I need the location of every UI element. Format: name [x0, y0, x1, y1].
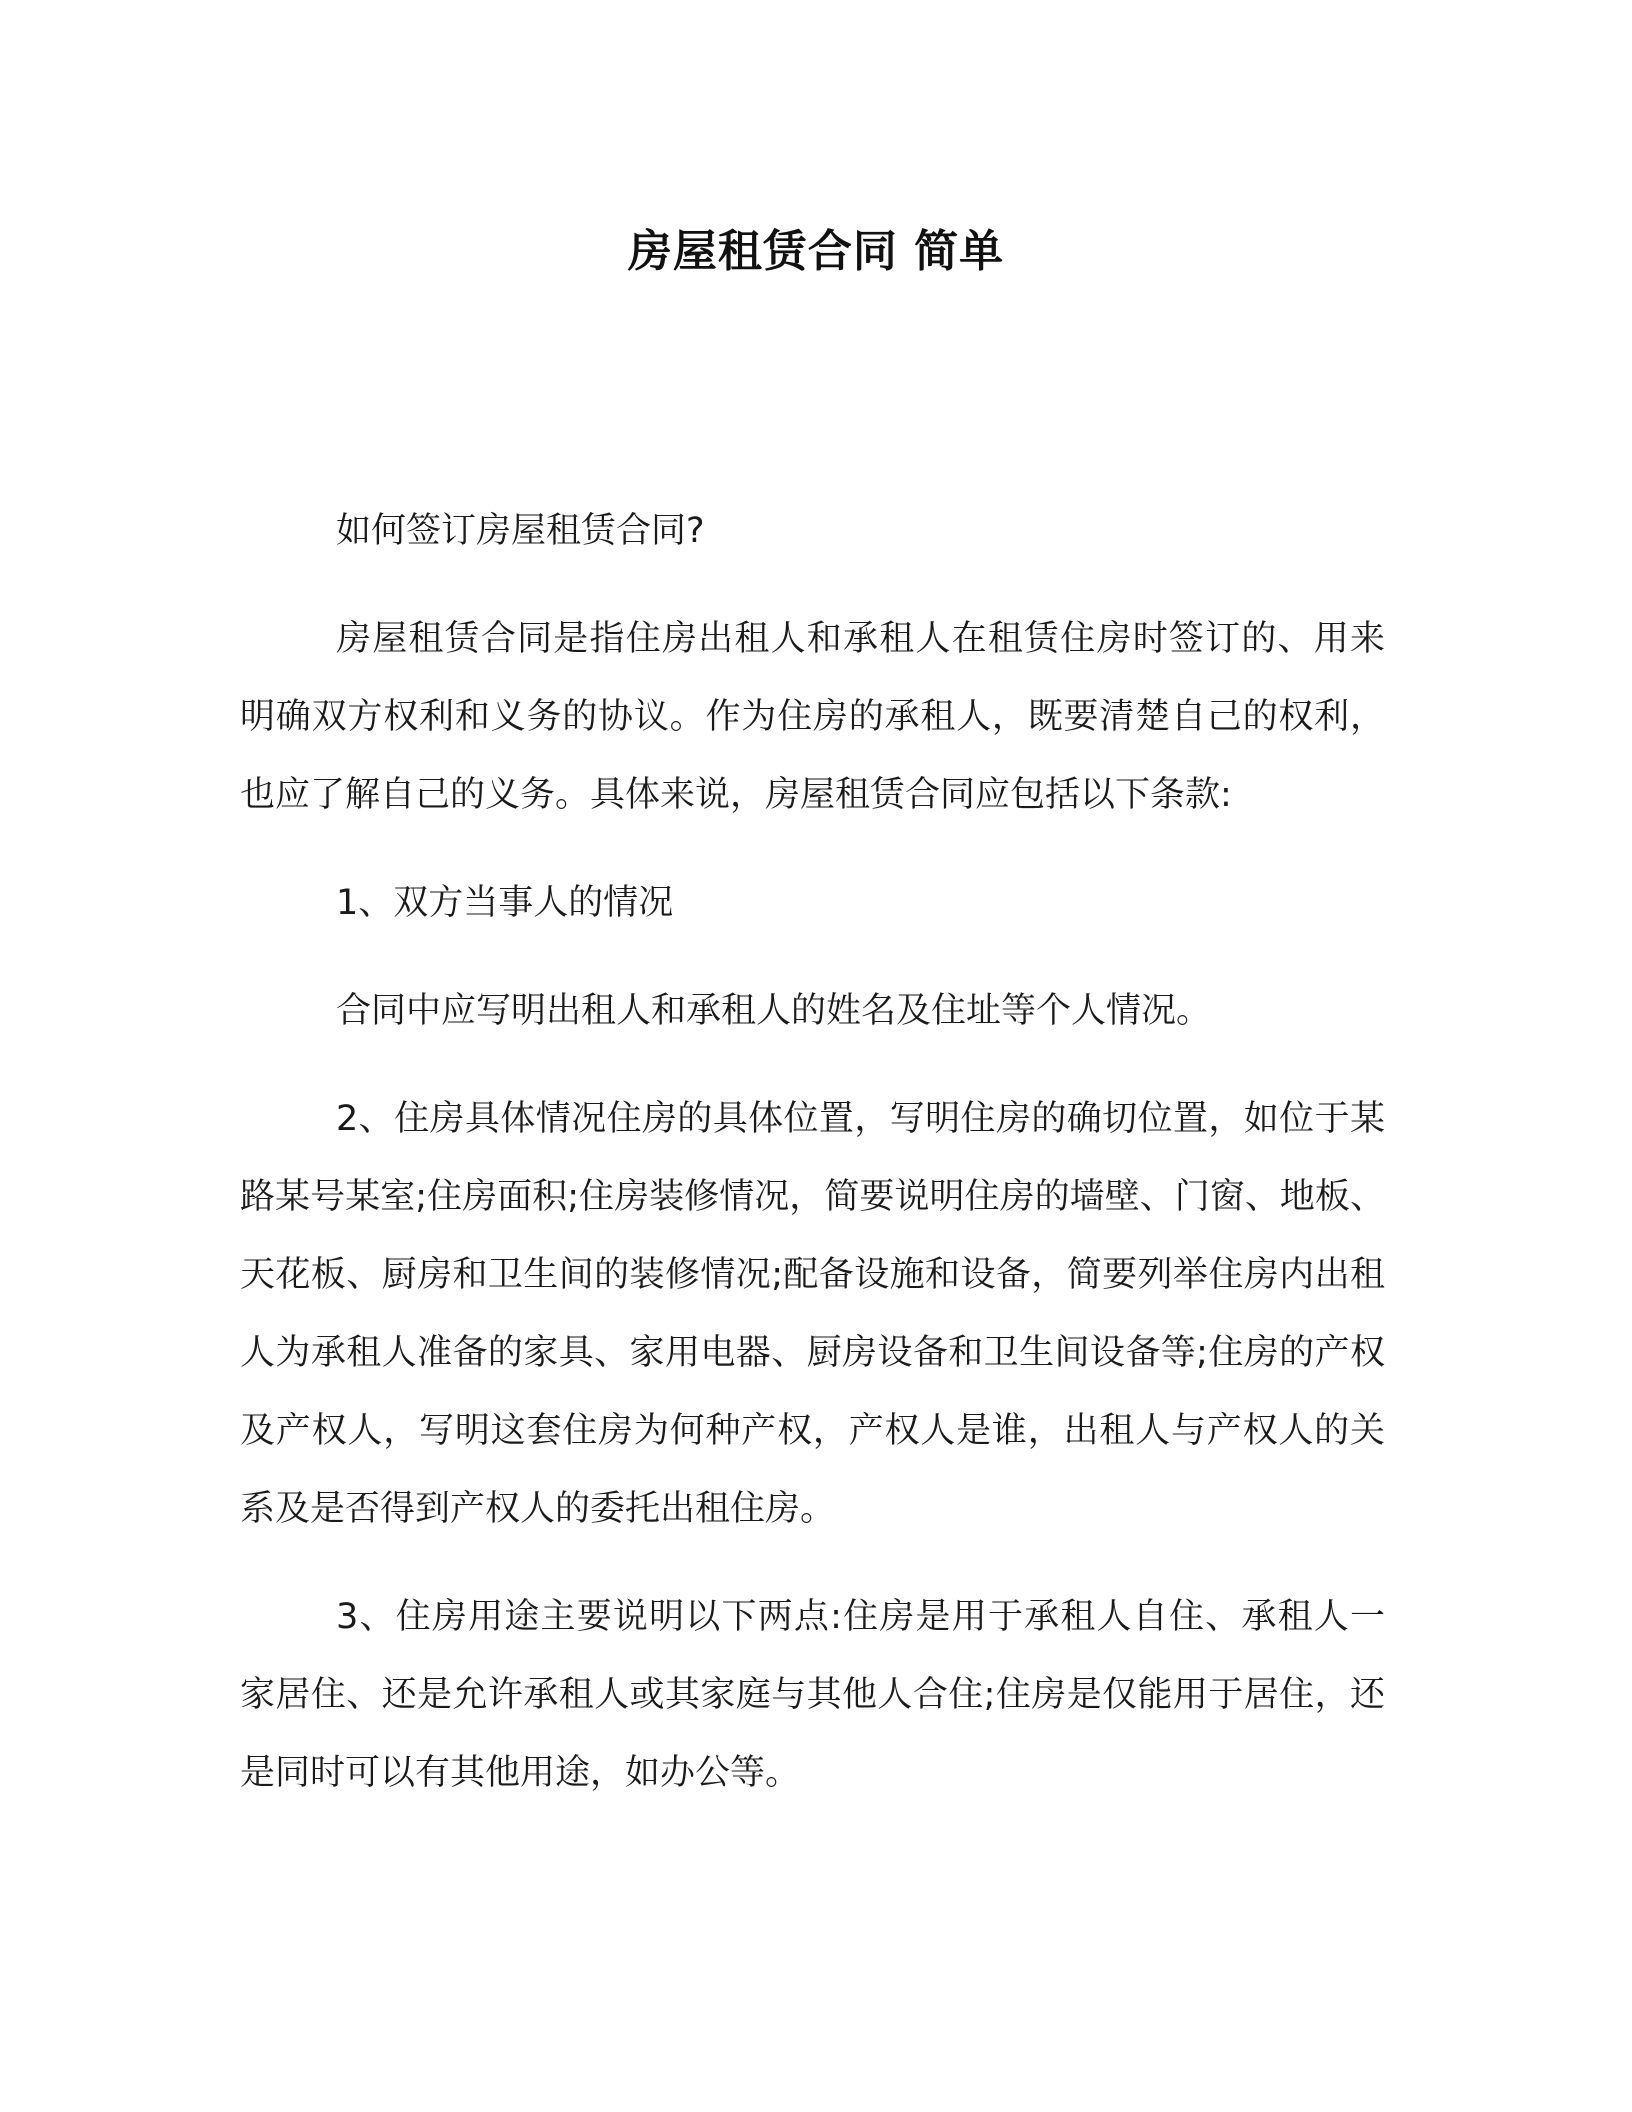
paragraph-clause-1-body: 合同中应写明出租人和承租人的姓名及住址等个人情况。	[336, 991, 1212, 1031]
paragraph-clause-1-heading: 1、双方当事人的情况	[336, 883, 674, 923]
document-title: 房屋租赁合同 简单	[627, 226, 1005, 277]
paragraph-clause-2: 2、住房具体情况住房的具体位置，写明住房的确切位置，如位于某路某号某室;住房面积;住房装修情况，简要说明住房的墙壁、门窗、地板、天花板、厨房和卫生间的装修情况;配备设施和设备，简要列举住房内出租人为承租人准备的家具、家用电器、厨房设备和卫生间设备等;住房的产权及产权人，写明这套住房为何种产权，产权人是谁，出租人与产权人的关系及是否得到产权人的委托出租住房。	[240, 1099, 1385, 1529]
paragraph-intro: 房屋租赁合同是指住房出租人和承租人在租赁住房时签订的、用来明确双方权利和义务的协议。作为住房的承租人，既要清楚自己的权利，也应了解自己的义务。具体来说，房屋租赁合同应包括以下条款:	[240, 619, 1385, 815]
document-body	[240, 492, 1385, 1842]
paragraph-question: 如何签订房屋租赁合同?	[336, 511, 705, 551]
paragraph-clause-3: 3、住房用途主要说明以下两点:住房是用于承租人自住、承租人一家居住、还是允许承租人或其家庭与其他人合住;住房是仅能用于居住，还是同时可以有其他用途，如办公等。	[240, 1597, 1385, 1793]
